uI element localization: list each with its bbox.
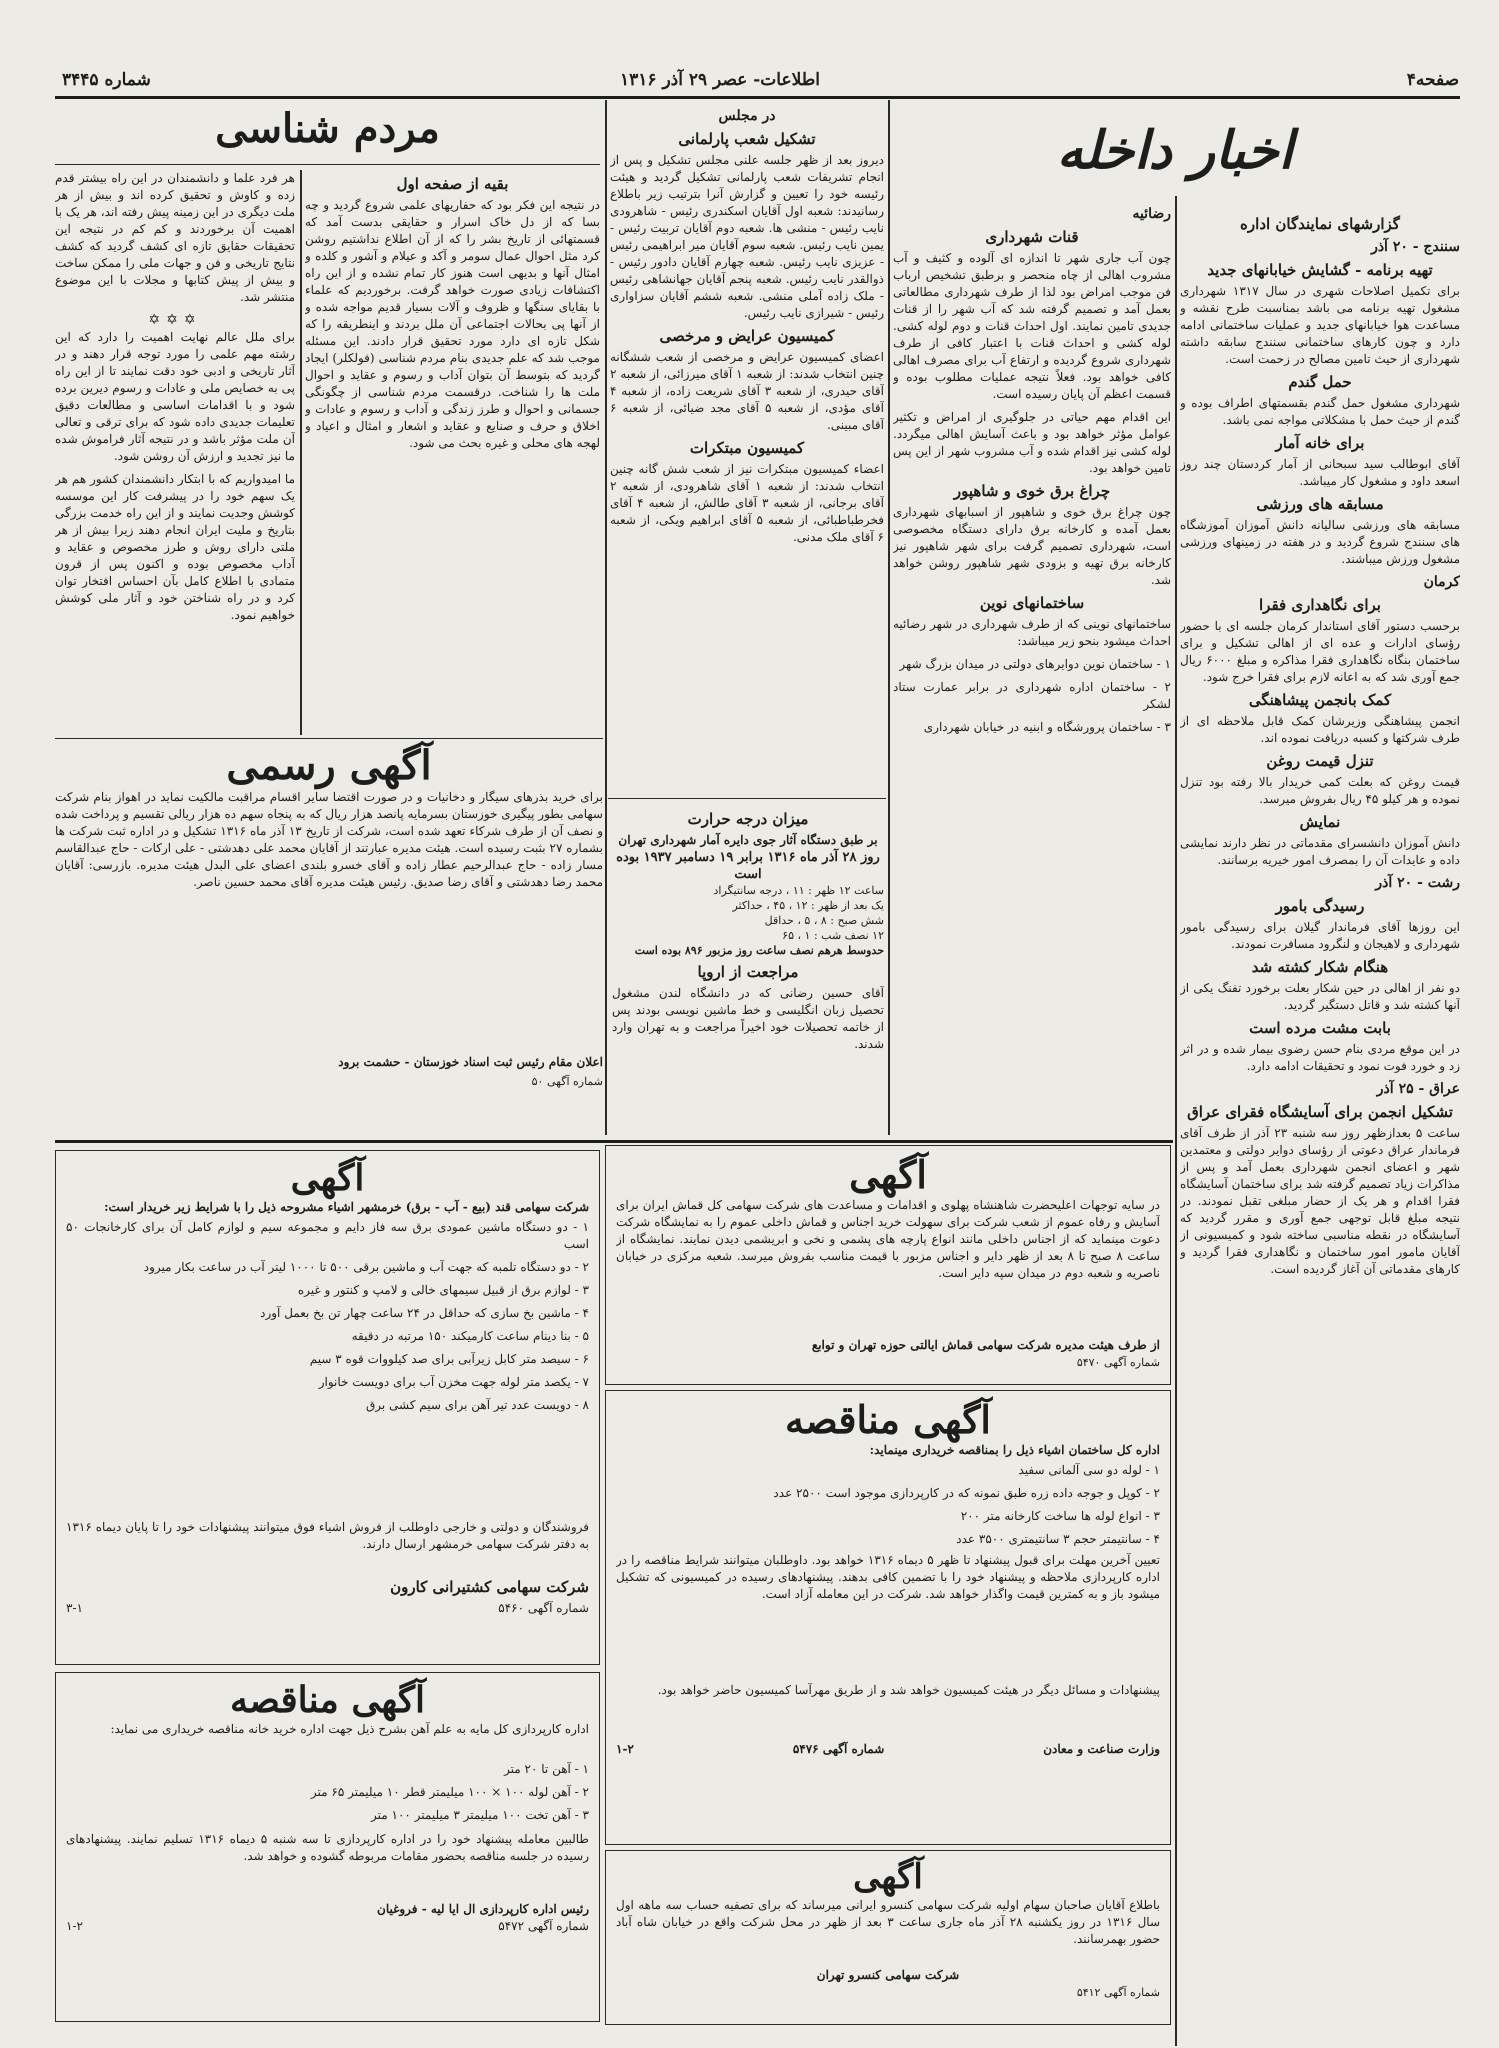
news-headline: کمک بانجمن پیشاهنگی	[1248, 691, 1392, 709]
advertisement-number: شماره آگهی ۵۴۷۶	[792, 1742, 885, 1756]
advertisement	[55, 1672, 600, 2022]
news-body: شهرداری مشغول حمل گندم بقسمتهای اطراف بوده و گندم از حیث حمل با مشکلاتی مواجه نمی باشد.	[1180, 396, 1460, 427]
news-body: آقای حسین رضانی که در دانشگاه لندن مشغول تحصیل زبان انگلیسی و خط ماشین نویسی بودند پس از خاتمه تحصیلات خود اخیراً مراجعت و به تهران وارد شدند.	[612, 986, 884, 1051]
page-number: صفحه۴	[1406, 70, 1459, 90]
news-body: چون چراغ برق خوی و شاهپور از اسبابهای شهرداری بعمل آمده و کارخانه برق دارای دستگاه مخصوصی است، شهرداری تصمیم گرفت برای شهر شاهپور نیز کارخانه برق تهیه و بزودی شهر شاهپور روشن خواهد شد.	[893, 505, 1171, 587]
news-body: چون آب جاری شهر تا اندازه ای آلوده و کثیف و آب مشروب اهالی از چاه منحصر و برطبق تشخیص ارباب فن موجب امراض بود لذا از طرف شهرداری مطالعاتی بعمل آمد و تصمیم گرفته شد که آب شهر را از قنات جدیدی تامین نمایند. اول احداث قنات و دوم لوله کشی. لوله کشی و احداث قنات با اعتبار کافی از طرف شهرداری شروع گردیده و ارتفاع آب برای مصرف اهالی کافی خواهد بود. فعلاً نتیجه عملیات مطلوب بوده و قسمت اعظم آن پایان رسیده است.	[893, 251, 1171, 401]
news-body: آقای ابوطالب سید سبحانی از آمار کردستان چند روز اسعد داود و مشغول کار میباشد.	[1180, 457, 1460, 488]
list-item: ۳ - ساختمان پرورشگاه و ابنیه در خیابان شهرداری	[923, 720, 1171, 734]
news-body: در این موقع مردی بنام حسن رضوی بیمار شده و در اثر زد و خورد فوت نمود و تحقیقات ادامه دارد.	[1180, 1042, 1460, 1073]
news-headline: مسابقه های ورزشی	[1256, 495, 1384, 513]
advertisement-tag: ۱-۲	[616, 1742, 634, 1756]
list-item: ۸ - دویست عدد تیر آهن برای سیم کشی برق	[365, 1398, 589, 1412]
list-item: ۱ - لوله دو سی آلمانی سفید	[1018, 1463, 1160, 1477]
advertisement-number: شماره آگهی ۵۴۶۰	[498, 1601, 589, 1615]
list-item: ۱ - آهن تا ۲۰ متر	[504, 1762, 589, 1776]
column-divider	[300, 170, 302, 735]
official-notice	[55, 742, 603, 1137]
list-item: ۳ - انواع لوله ها ساخت کارخانه متر ۲۰۰	[960, 1509, 1160, 1523]
news-headline: ساختمانهای نوین	[979, 594, 1085, 612]
divider	[608, 798, 886, 799]
advertisement-number: شماره آگهی ۵۴۱۲	[1076, 1986, 1160, 1999]
advertisement-sign: وزارت صناعت و معادن	[1043, 1742, 1160, 1756]
temperature-box	[612, 805, 884, 1135]
news-headline: برای خانه آمار	[1275, 434, 1365, 452]
news-body: دانش آموزان دانشسرای مقدماتی در نظر دارند نمایشی داده و عایدات آن را بمصرف امور خیریه برسانند.	[1180, 836, 1460, 867]
list-item: ۷ - یکصد متر لوله جهت مخزن آب برای دویست خانوار	[318, 1375, 589, 1389]
ornament-stars: ✡✡✡	[148, 312, 202, 328]
list-item: ۵ - بنا دینام ساعت کارمیکند ۱۵۰ مرتبه در دقیقه	[351, 1329, 589, 1343]
news-body: دیروز بعد از ظهر جلسه علنی مجلس تشکیل و پس از انجام تشریفات شعب پارلمانی تشکیل گردید و هیئت رئیسه خود را تعیین و گزارش آنرا بترتیب زیر باطلاع رسانیدند: شعبه اول آقایان اسکندری رئیس - شاهرودی نایب رئیس - منشی ها. شعبه دوم آقایان تربیت رئیس - یمین نایب رئیس. شعبه سوم آقایان میر ابراهیمی رئیس - عزیزی نایب رئیس. شعبه چهارم آقایان دادور رئیس - ذوالقدر نایب رئیس. شعبه پنجم آقایان جهانشاهی رئیس - ملک زاده آملی منشی. شعبه ششم آقایان سزاواری رئیس - شیرازی نایب رئیس.	[610, 153, 884, 320]
news-body: ساختمانهای نوینی که از طرف شهرداری در شهر رضائیه احداث میشود بنحو زیر میباشد:	[893, 617, 1171, 648]
anthro-right-column	[305, 170, 600, 735]
advertisement-title: آگهی	[849, 1152, 927, 1197]
list-item: ۴ - ماشین بخ سازی که حداقل در ۲۴ ساعت چهار تن بخ بعمل آورد	[260, 1306, 589, 1320]
news-headline: مراجعت از اروپا	[697, 963, 799, 981]
list-item: ۲ - آهن لوله ۱۰۰ × ۱۰۰ میلیمتر قطر ۱۰ میلیمتر ۶۵ متر	[310, 1785, 589, 1799]
list-item: ۴ - سانتیمتر حجم ۳ سانتیمتری ۳۵۰۰ عدد	[956, 1532, 1160, 1546]
advertisement-items	[66, 1761, 589, 1831]
anthro-left-column	[55, 170, 295, 735]
temperature-title: میزان درجه حرارت	[687, 810, 809, 828]
article-body: ما امیدواریم که با ابتکار دانشمندان کشور هم هر یک سهم خود را در پیشرفت کار این موسسه کوشش وجدیت نمایند و از این راه خدمت بزرگی بتاریخ و ملیت ایران انجام دهند زیرا بیش از هر ملتی دارای روش و طرز مخصوص و عقاید و آداب مخصوص بوده و اکنون پس از قرون متمادی با اطلاع کامل بآن احساس افتخار توان کرد و در راه شناختن خود و آثار ملی کوشش خواهیم نمود.	[55, 472, 295, 622]
news-headline: برای نگاهداری فقرا	[1259, 596, 1381, 614]
date-line: اطلاعات- عصر ۲۹ آذر ۱۳۱۶	[620, 70, 821, 90]
news-body: مسابقه های ورزشی سالیانه دانش آموزان آموزشگاه های سنندج شروع گردید و در هفته در زمینهای ورزشی مشغول ورزش میباشند.	[1180, 518, 1460, 566]
temperature-date: روز ۲۸ آذر ماه ۱۳۱۶ برابر ۱۹ دسامبر ۱۹۳۷ بوده است	[616, 850, 880, 882]
article-title: مردم شناسی	[215, 105, 440, 152]
news-headline: نمایش	[1299, 813, 1341, 831]
section-masthead: اخبار داخله	[1056, 120, 1294, 181]
advertisement-intro: شرکت سهامی قند (بیع - آب - برق) خرمشهر اشیاء مشروحه ذیل را با شرایط زیر خریدار است:	[104, 1200, 589, 1214]
news-body: دو نفر از اهالی در حین شکار بعلت برخورد تفنگ یکی از آنها کشته شد و قاتل دستگیر گردید.	[1180, 981, 1460, 1012]
news-headline: تشکیل انجمن برای آسایشگاه فقرای عراق	[1187, 1103, 1453, 1121]
column-divider	[1175, 196, 1177, 2046]
news-body: این روزها آقای فرماندار گیلان برای رسیدگی بامور شهرداری و لاهیجان و لنگرود مسافرت نمودند.	[1180, 920, 1460, 951]
temperature-subtitle: بر طبق دستگاه آثار جوی دایره آمار شهرداری تهران	[618, 833, 878, 847]
advertisement-tag: ۱-۲	[66, 1919, 83, 1933]
article-body: برای ملل عالم نهایت اهمیت را دارد که این رشته مهم علمی را مورد توجه قرار دهند و در آثار تاریخی و ادبی خود دقت نمایند تا از این راه پی به خصایص ملی و عادات و رسوم دیرین برده شود و با اقدامات اساسی و مطالعات دقیق تعلیمات جدیدی داده شود که برای ترقی و تعالی آن ملت مؤثر باشد و در نتیجه آثار فراموش شده ما نیز تجدید و ارزش آن روشن شود.	[55, 330, 295, 463]
advertisement-sign: شرکت سهامی کشتیرانی کارون	[390, 1579, 589, 1596]
column-divider	[888, 100, 890, 1135]
temperature-row: شش صبح : ۸ ، ۵ ، حداقل	[764, 914, 884, 927]
article-body: در نتیجه این فکر بود که حفاریهای علمی شروع گردید و چه بسا که از دل خاک اسرار و حقایقی بدست آمد که قسمتهائی از تاریخ بشر را که از آن اطلاع نداشتیم روشن کرد مثل احوال عمال سومر و آکد و عیلام و آشور و کلده و امثال آنها و بدیهی است هنوز کار تمام نشده و از این راه اکتشافات زیادی صورت خواهد گرفت. برخوردیم که علماء با بقایای سنگها و ظروف و آلات بسیار قدیم مواجه شده و از آنها پی بحالات اجتماعی آن ملل بردند و اینطریقه را که شکل تازه ای دارد مورد تحقیق قرار دادند. این مسئله موجب شد که علم جدیدی بنام مردم شناسی (فولکلر) ایجاد گردید که بتوسط آن بتوان آداب و رسوم و عقاید و احوال ملت ها را شناخت. درقسمت مردم شناسی از چگونگی جسمانی و احوال و طرز زندگی و آداب و رسوم و عادات و اخلاق و حرف و صنایع و عقاید و اشعار و امثال و اعیاد و لهجه های محلی و غیره بحث می شود.	[305, 198, 600, 450]
advertisement	[605, 1145, 1171, 1385]
advertisement-intro: اداره کارپردازی کل مایه به علم آهن بشرح ذیل جهت اداره خرید خانه مناقصه خریداری می نماید:	[110, 1722, 589, 1736]
news-headline: چراغ برق خوی و شاهپور	[953, 482, 1111, 500]
advertisement-footer	[66, 1919, 589, 1933]
news-body: قیمت روغن که بعلت کمی خریدار بالا رفته بود تنزل نموده و هر کیلو ۴۵ ریال بفروش میرسد.	[1180, 775, 1460, 806]
advertisement-title: آگهی مناقصه	[785, 1397, 991, 1442]
header-rule	[55, 96, 1460, 99]
list-item: ۱ - دو دستگاه ماشین عمودی برق سه فاز دایم و مجموعه سیم و لوازم کامل آن برای کارخانجات ۵۰ اسب	[66, 1220, 589, 1251]
advertisement-number: شماره آگهی ۵۴۷۰	[1076, 1356, 1160, 1369]
list-item: ۳ - لوازم برق از قبیل سیمهای خالی و لامپ و کنتور و غیره	[297, 1283, 589, 1297]
advertisement-title: آگهی مناقصه	[229, 1679, 426, 1721]
news-body: انجمن پیشاهنگی وزیرشان کمک قابل ملاحظه ای از طرف شرکتها و کسبه دریافت نموده اند.	[1180, 714, 1460, 745]
temperature-row: ۱۲ نصف شب : ۱ ، ۶۵	[782, 929, 884, 942]
news-headline: قنات شهرداری	[985, 228, 1079, 246]
continued-label: بقیه از صفحه اول	[396, 175, 509, 193]
reports-title: گزارشهای نمایندگان اداره	[1240, 215, 1400, 233]
advertisement-body: طالبین معامله پیشنهاد خود را در اداره کارپردازی تا سه شنبه ۵ دیماه ۱۳۱۶ تسلیم نمایند. پیشنهادهای رسیده در جلسه مناقصه بحضور مقامات مربوطه گشوده و خواهد شد.	[66, 1832, 589, 1863]
divider	[55, 738, 603, 739]
advertisement-items	[616, 1462, 1160, 1552]
advertisement	[55, 1150, 600, 1665]
news-body: ساعت ۵ بعدازظهر روز سه شنبه ۲۳ آذر از طرف آقای فرماندار عراق دعوتی از رؤسای دوایر دولتی و معتمدین شهر و اعضای انجمن شهرداری بعمل آمد و پس از مذاکرات زیاد تصمیم گرفته شد برای ساختمان آسایشگاه فقرا اقدام و هر یک از حضار مبلغی تقبل نمودند. در نتیجه مبلغ قابل توجهی جمع آوری و مقرر گردید که آسایشگاه در نقطه مناسبی ساخته شود و کمیسیونی از آقایان مامور امور ساختمان و نگاهداری فقرا گردید و کارهای مقدماتی آن آغاز گردیده است.	[1180, 1126, 1460, 1276]
advertisement-title: آگهی	[290, 1157, 365, 1199]
temperature-row: یک بعد از ظهر : ۱۲ ، ۴۵ ، حداکثر	[732, 899, 884, 912]
advertisement-sign: رئیس اداره کارپردازی ال ایا لیه - فروغیان	[377, 1902, 589, 1916]
list-item: ۲ - ساختمان اداره شهرداری در برابر عمارت ستاد لشکر	[893, 680, 1171, 711]
section-rule	[55, 1140, 1173, 1143]
advertisement-sign: شرکت سهامی کنسرو تهران	[816, 1968, 960, 1982]
temperature-average: حدوسط هرهم نصف ساعت روز مزبور ۸۹۶ بوده است	[634, 944, 884, 957]
news-body: برای تکمیل اصلاحات شهری در سال ۱۳۱۷ شهرداری مشغول تهیه برنامه می باشد بمناسبت طرح نقشه و مساعدت هوا خیابانهای جدید و عملیات ساختمانی ادامه دارد و چون کارهای ساختمانی سنندج سابقه داشته شهرداری از حیث تامین مصالح در زحمت است.	[1180, 284, 1460, 366]
anthro-title-bar	[55, 105, 600, 165]
dateline: سنندج - ۲۰ آذر	[1371, 239, 1460, 255]
advertisement-footer	[616, 1742, 1160, 1756]
municipality-column	[893, 200, 1171, 1135]
advertisement-number: شماره آگهی ۵۴۷۲	[498, 1919, 589, 1933]
issue-number: شماره ۳۴۴۵	[62, 70, 151, 90]
list-item: ۶ - سیصد متر کابل زیرآبی برای صد کیلووات قوه ۳ سیم	[309, 1352, 589, 1366]
news-headline: تشکیل شعب پارلمانی	[678, 130, 816, 148]
column-divider	[605, 100, 607, 1135]
news-headline: حمل گندم	[1288, 373, 1352, 391]
advertisement-intro: اداره کل ساختمان اشیاء ذیل را بمناقصه خریداری مینماید:	[869, 1443, 1160, 1457]
notice-title: آگهی رسمی	[226, 742, 432, 789]
news-column	[1180, 210, 1460, 2045]
list-item: ۲ - کوپل و جوجه داده زره طبق نمونه که در کارپردازی موجود است ۲۵۰۰ عدد	[773, 1486, 1160, 1500]
dateline: رضائیه	[1132, 206, 1171, 222]
news-headline: بابت مشت مرده است	[1249, 1019, 1391, 1037]
list-item: ۲ - دو دستگاه تلمبه که جهت آب و ماشین برقی ۵۰۰ تا ۱۰۰۰ لیتر آب در ساعت بکار میرود	[143, 1260, 589, 1274]
advertisement	[605, 1850, 1171, 2025]
advertisement-items	[66, 1219, 589, 1519]
dateline: عراق - ۲۵ آذر	[1376, 1081, 1460, 1097]
news-body: این اقدام مهم حیاتی در جلوگیری از امراض و تکثیر عوامل مؤثر خواهد بود و باعث آسایش اهالی میگردد. لوله کشی نیز اقدام شده و آب مشروب شهر از این پس تامین خواهد بود.	[893, 410, 1171, 475]
news-headline: هنگام شکار کشته شد	[1251, 958, 1389, 976]
notice-body: برای خرید بذرهای سیگار و دخانیات و در صورت اقتضا سایر اقسام مراقبت مالکیت نماید در اهواز بنام شرکت سهامی بطور پیگیری خوزستان بسرمایه پانصد هزار ریال که به پنجاه سهم ده هزار ریالی تقسیم و پرداخت شده و نصف آن از طرف شرکاء تعهد شده است، شرکت از تاریخ ۱۳ آذر ماه ۱۳۱۶ تشکیل و در اداره ثبت شرکت ها بشماره ۲۷ بثبت رسیده است. هیئت مدیره عبارتند از آقایان محمد علی دهدشتی - علی ارکات - حاج عبدالقاسم مسار زاده - حاج عبدالرحیم عطار زاده و آقای خسرو بلندی اعضای علی البدل هیئت مدیره. بازرسی: آقایان محمد رضا دهدشتی و آقای رضا صدیق. رئیس هیئت مدیره آقای محمد حسین ناصر.	[55, 790, 603, 889]
news-body: اعضای کمیسیون عرایض و مرخصی از شعب ششگانه چنین انتخاب شدند: از شعبه ۱ آقای میرزائی، از شعبه ۲ آقای حیدری، از شعبه ۳ آقای شریعت زاده، از شعبه ۴ آقای مؤدی، از شعبه ۵ آقای مجد ضیائی، از شعبه ۶ آقای مبینی.	[610, 350, 884, 432]
advertisement-body: باطلاع آقایان صاحبان سهام اولیه شرکت سهامی کنسرو ایرانی میرساند که برای تصفیه حساب سه ماهه اول سال ۱۳۱۶ در روز یکشنبه ۲۸ آذر ماه جاری ساعت ۳ بعد از ظهر در محل شرکت واقع در خیابان شاه آباد حضور بهمرسانند.	[616, 1898, 1160, 1946]
advertisement-body: پیشنهادات و مسائل دیگر در هیئت کمیسیون خواهد شد و از طریق مهرآسا کمیسیون حاضر خواهد بود.	[657, 1683, 1160, 1697]
advertisement-sign: از طرف هیئت مدیره شرکت سهامی قماش ایالتی حوزه تهران و توابع	[811, 1338, 1160, 1352]
temperature-row: ساعت ۱۲ ظهر : ۱۱ ، درجه سانتیگراد	[713, 884, 884, 897]
advertisement-body: فروشندگان و دولتی و خارجی داوطلب از فروش اشیاء فوق میتوانند پیشنهادات خود را تا پایان دیماه ۱۳۱۶ به دفتر شرکت سهامی خرمشهر ارسال دارند.	[66, 1520, 589, 1551]
news-body: اعضاء کمیسیون مبتکرات نیز از شعب شش گانه چنین انتخاب شدند: از شعبه ۱ آقای شاهرودی، از شعبه ۲ آقای برجانی، از شعبه ۳ آقای طالش، از شعبه ۴ آقای فخرطباطبائی، از شعبه ۵ آقای ابراهیم ویکی، از شعبه ۶ آقای ملک مدنی.	[610, 462, 884, 544]
notice-footer: اعلان مقام رئیس ثبت اسناد خوزستان - حشمت برود	[338, 1055, 603, 1069]
list-item: ۳ - آهن تخت ۱۰۰ میلیمتر ۳ میلیمتر ۱۰۰ متر	[371, 1808, 589, 1822]
advertisement-title: آگهی	[853, 1857, 923, 1897]
advertisement-tag: ۳-۱	[66, 1601, 83, 1615]
list-item: ۱ - ساختمان نوین دوایرهای دولتی در میدان بزرگ شهر	[899, 657, 1171, 671]
advertisement-body: تعیین آخرین مهلت برای قبول پیشنهاد تا ظهر ۵ دیماه ۱۳۱۶ خواهد بود. داوطلبان میتوانند شرایط مناقصه را در اداره کارپردازی ملاحظه و پیشنهاد خود را با تضمین کافی بدهند. پیشنهادهای رسیده در کمیسیونی که تشکیل میشود باز و به کمترین قیمت واگذار خواهد شد. شرکت در این معامله آزاد است.	[616, 1553, 1160, 1601]
news-headline: کمیسیون عرایض و مرخصی	[659, 327, 835, 345]
kicker: در مجلس	[718, 108, 776, 124]
article-body: هر فرد علما و دانشمندان در این راه بیشتر قدم زده و کاوش و تحقیق کرده اند و بیش از هر ملت دیگری در این زمینه پیش رفته اند، هر یک با اهمیت آن برخوردند و کم کم در نتیجه این تحقیقات حقایق تازه ای کشف گردید که کشف نتایج تاریخی و فن و جهات ملی را ممکن ساخت و بیش از پیش کتابها و مجلات با این موضوع منتشر شد.	[55, 171, 295, 304]
news-headline: تنزل قیمت روغن	[1266, 752, 1374, 770]
dateline: رشت - ۲۰ آذر	[1375, 875, 1460, 891]
majles-column	[610, 102, 884, 792]
news-headline: رسیدگی بامور	[1275, 897, 1365, 915]
notice-number: شماره آگهی ۵۰	[531, 1075, 603, 1088]
advertisement	[605, 1390, 1171, 1845]
news-headline: کمیسیون مبتکرات	[689, 439, 805, 457]
advertisement-body: در سایه توجهات اعلیحضرت شاهنشاه پهلوی و اقدامات و مساعدت های شرکت سهامی کل قماش ایران برای آسایش و رفاه عموم از شعب شرکت برای سهولت خرید اجناس و قماش داخلی عموم را به نمایشگاه شرکت دعوت مینماید که از اجناس داخلی مانند انواع پارچه های پشمی و نخی و ابریشمی دیدن نمایند. نمایشگاه از ساعت ۸ صبح تا ۸ بعد از ظهر دایر و اجناس مزبور با قیمت مناسب بفروش میرسد. شعبه مرکزی در خیابان ناصریه و شعبه دوم در میدان سپه دایر است.	[616, 1198, 1160, 1280]
news-body: برحسب دستور آقای استاندار کرمان جلسه ای با حضور رؤسای ادارات و عده ای از اهالی تشکیل و برای ساختمان بنگاه نگاهداری فقرا مذاکره و مبلغ ۶۰۰۰ ریال جمع آوری شد که به اعانه لازم برای فقرا خرج شود.	[1180, 619, 1460, 684]
news-headline: تهیه برنامه - گشایش خیابانهای جدید	[1207, 261, 1433, 279]
dateline: کرمان	[1423, 574, 1460, 590]
advertisement-footer	[66, 1601, 589, 1615]
